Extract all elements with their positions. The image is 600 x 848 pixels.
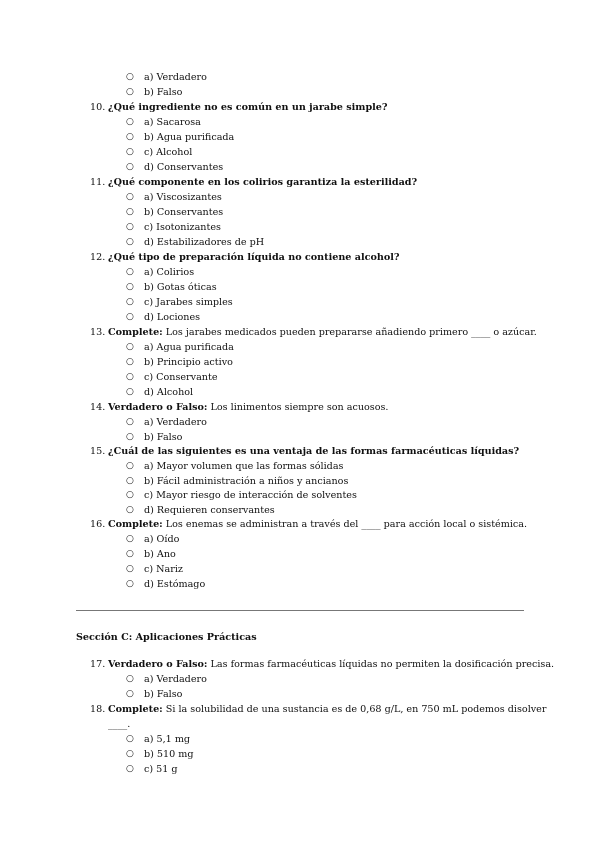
list-item: ○ b) Conservantes	[126, 207, 224, 218]
list-item: ○ b) Falso	[126, 689, 183, 700]
list-item: ○ c) Conservante	[126, 372, 218, 383]
question-text: Complete: Si la solubilidad de una sustancia es de 0,68 g/L, en 750 mL podemos disolver	[108, 704, 547, 715]
list-item: ○ b) Principio activo	[126, 357, 233, 368]
question-number: 14.	[90, 402, 106, 413]
question-number: 17.	[90, 659, 106, 670]
question-number: 15.	[90, 446, 106, 457]
list-item: ○ d) Alcohol	[126, 387, 194, 398]
list-item: ○ c) Isotonizantes	[126, 222, 221, 233]
list-item: ○ d) Estómago	[126, 579, 206, 590]
question-text: ¿Cuál de las siguientes es una ventaja de las formas farmacéuticas líquidas?	[108, 446, 520, 457]
list-item: ○ a) Viscosizantes	[126, 192, 222, 203]
question-text: Complete: Los enemas se administran a través del ____ para acción local o sistémica.	[108, 519, 528, 530]
list-item: ○ c) 51 g	[126, 764, 178, 775]
list-item: ○ a) Verdadero	[126, 72, 207, 83]
list-item: ○ c) Alcohol	[126, 147, 193, 158]
list-item: ○ a) Verdadero	[126, 674, 207, 685]
list-item: ○ a) Oído	[126, 534, 180, 545]
list-item: ○ d) Conservantes	[126, 162, 224, 173]
question-number: 11.	[90, 177, 106, 188]
list-item: ○ a) Verdadero	[126, 417, 207, 428]
question-text: Verdadero o Falso: Los linimentos siempre son acuosos.	[108, 402, 389, 413]
list-item: ○ b) 510 mg	[126, 749, 194, 760]
question-number: 10.	[90, 102, 106, 113]
list-item: ○ a) Agua purificada	[126, 342, 234, 353]
list-item: ○ b) Falso	[126, 432, 183, 443]
list-item: ○ b) Gotas óticas	[126, 282, 217, 293]
question-number: 12.	[90, 252, 106, 263]
list-item: ○ b) Falso	[126, 87, 183, 98]
list-item: ○ b) Fácil administración a niños y ancianos	[126, 476, 349, 487]
list-item: ○ d) Estabilizadores de pH	[126, 237, 265, 248]
list-item: ○ c) Nariz	[126, 564, 183, 575]
question-text: ¿Qué componente en los colirios garantiza la esterilidad?	[108, 177, 418, 188]
list-item: ○ a) Colirios	[126, 267, 195, 278]
list-item: ○ d) Lociones	[126, 312, 201, 323]
list-item: ○ d) Requieren conservantes	[126, 505, 275, 516]
question-number: 18.	[90, 704, 106, 715]
list-item: ○ a) Mayor volumen que las formas sólidas	[126, 461, 344, 472]
question-text: Complete: Los jarabes medicados pueden prepararse añadiendo primero ____ o azúcar.	[108, 327, 537, 338]
list-item: ○ c) Jarabes simples	[126, 297, 233, 308]
section-divider	[76, 610, 524, 611]
question-text: ¿Qué tipo de preparación líquida no contiene alcohol?	[108, 252, 400, 263]
question-number: 16.	[90, 519, 106, 530]
section-heading: Sección C: Aplicaciones Prácticas	[76, 632, 257, 643]
list-item: ○ a) Sacarosa	[126, 117, 201, 128]
list-item: ○ b) Agua purificada	[126, 132, 235, 143]
question-text: Verdadero o Falso: Las formas farmacéuticas líquidas no permiten la dosificación precisa.	[108, 659, 555, 670]
list-item: ○ c) Mayor riesgo de interacción de solventes	[126, 490, 357, 501]
list-item: ○ a) 5,1 mg	[126, 734, 191, 745]
question-number: 13.	[90, 327, 106, 338]
question-text-continued: ____.	[108, 719, 131, 730]
question-text: ¿Qué ingrediente no es común en un jarabe simple?	[108, 102, 388, 113]
list-item: ○ b) Ano	[126, 549, 176, 560]
